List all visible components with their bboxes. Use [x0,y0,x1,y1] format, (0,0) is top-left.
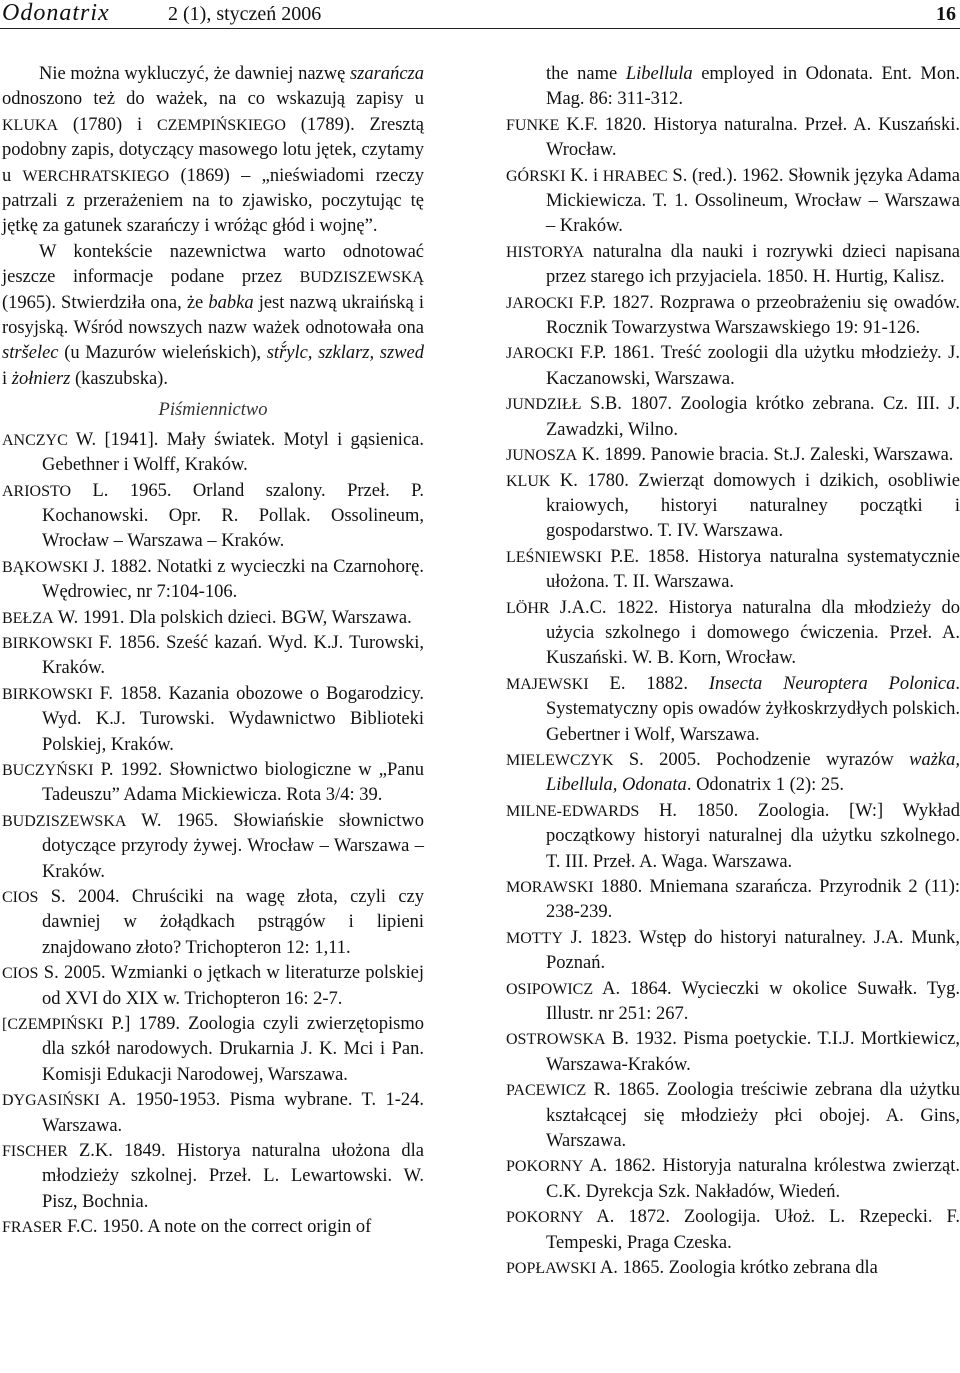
author-name: BĄKOWSKI [2,558,89,576]
reference-entry [506,748,960,799]
reference-text: L. 1965. Orland szalony. Przeł. P. Kochanowski. Opr. R. Pollak. Ossolineum, Wrocław – Warszawa – Kraków. [42,480,424,552]
reference-list-left [2,428,424,1241]
italic-term: babka [208,292,254,313]
reference-entry [506,1078,960,1154]
author-name: POKORNY [506,1209,584,1227]
author-name: ANCZYC [2,431,68,449]
author-name: [CZEMPIŃSKI [2,1016,104,1034]
author-name: JAROCKI [506,294,574,312]
reference-text: F.P. 1861. Treść zoologii dla użytku młodzieży. J. Kaczanowski, Warszawa. [546,343,960,389]
reference-text: A. 1950-1953. Pisma wybrane. T. 1-24. Warszawa. [42,1090,424,1136]
author-name: HRABEC [602,167,668,185]
reference-entry [506,545,960,596]
author-name: OSIPOWICZ [506,980,594,998]
reference-text: E. 1882. [588,673,709,694]
reference-text: F.C. 1950. A note on the correct origin of [62,1217,372,1238]
text-run: employed in Odonata. Ent. Mon. Mag. 86: 311-312. [546,64,960,110]
reference-entry [506,875,960,926]
reference-entry [2,428,424,479]
reference-text: A. 1862. Historyja naturalna królestwa zwierząt. C.K. Dyrekcja Szk. Nakładów, Wiedeń. [546,1156,960,1202]
author-name: BUDZISZEWSKA [2,812,127,830]
author-name: MIELEWCZYK [506,751,614,769]
reference-entry [506,926,960,977]
reference-list-right [506,113,960,1282]
text-run: Nie można wykluczyć, że dawniej nazwę [39,64,350,84]
text-run: W kontekście nazewnictwa warto odnotować jeszcze informacje podane przez [2,241,424,288]
reference-entry [506,291,960,342]
page-number: 16 [936,3,956,25]
reference-entry [506,469,960,545]
text-run: jest nazwą ukraińską i rosyjską. Wśród nowszych nazw ważek odnotowała ona [2,292,424,339]
reference-entry [2,1012,424,1088]
italic-term: stř́ylc, szklarz, szwed [266,343,424,364]
author-name: FUNKE [506,116,560,134]
author-name: WERCHRATSKIEGO [22,167,170,185]
reference-text: S. 2005. Pochodzenie wyrazów [613,749,910,770]
reference-text: K. 1780. Zwierząt domowych i dzikich, osobliwie kraiowych, historyi naturalney początki i gospodarstwo. T. IV. Warszawa. [546,470,960,542]
author-name: CZEMPIŃSKIEGO [157,116,286,134]
reference-text: . Odonatrix 1 (2): 25. [686,775,845,796]
reference-text: A. 1865. Zoologia krótko zebrana dla [596,1258,878,1279]
reference-entry [506,392,960,443]
text-run: (u Mazurów wieleńskich), [58,343,267,364]
reference-entry [2,631,424,682]
reference-text: F.P. 1827. Rozprawa o przeobrażeniu się owadów. Rocznik Towarzystwa Warszawskiego 19: 91-126. [546,292,960,339]
section-title: Piśmiennictwo [158,400,268,421]
reference-entry [506,672,960,748]
reference-text: 1880. Mniemana szarańcza. Przyrodnik 2 (11): 238-239. [546,877,960,923]
reference-entry [506,1205,960,1256]
italic-title: Insecta Neuroptera Polonica [708,673,956,694]
reference-continuation [546,62,960,113]
italic-title: ważka, Libellula, Odonata [546,749,960,796]
reference-entry [2,1215,424,1240]
author-name: JUNOSZA [506,447,578,465]
reference-entry [2,555,424,606]
author-name: BIRKOWSKI [2,685,93,703]
reference-entry [2,961,424,1012]
reference-entry [2,1139,424,1215]
reference-entry [506,1027,960,1078]
page-header [0,0,960,29]
author-name: PACEWICZ [506,1082,587,1100]
left-column [2,62,424,1241]
text-run: i [2,368,12,389]
reference-entry [2,479,424,555]
author-name: MILNE-EDWARDS [506,802,640,820]
author-name: DYGASIŃSKI [2,1092,100,1110]
text-run: (1780) i [58,114,158,135]
reference-entry [506,1154,960,1205]
reference-entry [2,809,424,885]
author-name: BUDZISZEWSKĄ [299,269,424,287]
right-column [506,62,960,1282]
reference-entry [506,240,960,291]
text-run: (1965). Stwierdziła ona, że [2,292,209,313]
reference-entry [506,341,960,392]
reference-text: P. 1992. Słownictwo biologiczne w „Panu Tadeuszu” Adama Mickiewicza. Rota 3/4: 39. [42,759,424,806]
italic-term: szarańcza [349,64,424,84]
author-name: CIOS [2,889,39,906]
reference-entry [506,1256,960,1281]
reference-entry [506,799,960,875]
reference-entry [2,1088,424,1139]
author-name: GÓRSKI [506,167,566,185]
text-run: (kaszubska). [70,368,168,389]
author-name: POKORNY [506,1158,584,1176]
reference-text: F. 1856. Sześć kazań. Wyd. K.J. Turowski, Kraków. [42,632,424,679]
reference-entry [506,596,960,672]
reference-text: A. 1872. Zoologija. Ułoż. L. Rzepecki. F. Tempeski, Praga Czeska. [546,1207,960,1253]
reference-text: K.F. 1820. Historya naturalna. Przeł. A. Kuszański. Wrocław. [546,114,960,161]
author-name: ARIOSTO [2,482,72,500]
reference-text: K. i [565,165,603,186]
author-name: JAROCKI [506,345,574,363]
author-name: OSTROWSKA [506,1031,606,1049]
reference-text: W. 1965. Słowiańskie słownictwo dotyczące przyrody żywej. Wrocław – Warszawa – Kraków. [42,810,424,882]
author-name: FISCHER [2,1143,68,1161]
reference-text: J.A.C. 1822. Historya naturalna dla młodzieży do użycia szkolnego i domowego ćwiczenia. Przeł. A. Kuszański. W. B. Korn, Wrocław. [546,597,960,669]
reference-text: P.] 1789. Zoologia czyli zwierzętopismo dla szkół narodowych. Drukarnia J. K. Mci i Pan. Komisji Edukacji Narodowej, Warszawa. [42,1014,424,1085]
author-name: HISTORYA [506,243,584,261]
author-name: BIRKOWSKI [2,634,93,652]
author-name: LEŚNIEWSKI [506,548,602,566]
issue-info: 2 (1), styczeń 2006 [168,3,322,25]
italic-term: stršelec [2,343,59,364]
reference-text: J. 1882. Notatki z wycieczki na Czarnohorę. Wędrowiec, nr 7:104-106. [42,556,424,603]
reference-text: P.E. 1858. Historya naturalna systematycznie ułożona. T. II. Warszawa. [546,546,960,593]
reference-entry [506,443,960,468]
reference-entry [2,758,424,809]
italic-term: Libellula [625,64,693,84]
reference-text: S. (red.). 1962. Słownik języka Adama Mickiewicza. T. 1. Ossolineum, Wrocław – Warszawa – Kraków. [546,165,960,237]
text-run: (1789). Zresztą podobny zapis, dotyczący masowego lotu jętek, czytamy u [2,114,424,186]
reference-text: W. [1941]. Mały światek. Motyl i gąsienica. Gebethner i Wolff, Kraków. [42,429,424,476]
reference-text: H. 1850. Zoologia. [W:] Wykład początkowy historyi naturalnej dla użytku szkolnego. T. III. Przeł. A. Waga. Warszawa. [546,800,960,872]
reference-entry [2,606,424,631]
author-name: MORAWSKI [506,879,594,896]
author-name: BUCZYŃSKI [2,761,94,779]
author-name: KLUKA [2,116,58,134]
author-name: MAJEWSKI [506,675,589,693]
paragraph-2 [2,240,424,392]
reference-text: A. 1864. Wycieczki w okolice Suwałk. Tyg. Illustr. nr 251: 267. [546,978,960,1025]
reference-entry [506,977,960,1028]
author-name: JUNDZIŁŁ [506,396,582,414]
author-name: MOTTY [506,929,563,947]
reference-text: R. 1865. Zoologia treściwie zebrana dla użytku kształcącej się młodzieży płci obojej. A. Gins, Warszawa. [546,1080,960,1152]
author-name: BEŁZA [2,609,54,627]
text-run: odnoszono też do ważek, na co wskazują zapisy u [2,89,424,110]
reference-entry [2,885,424,961]
italic-term: żołnierz [11,368,71,389]
reference-entry [506,164,960,240]
reference-text: S.B. 1807. Zoologia krótko zebrana. Cz. III. J. Zawadzki, Wilno. [546,394,960,440]
reference-text: naturalna dla nauki i rozrywki dzieci napisana przez starego ich przyjaciela. 1850. H. Hurtig, Kalisz. [546,241,960,288]
reference-entry [2,682,424,758]
reference-text: K. 1899. Panowie bracia. St.J. Zaleski, Warszawa. [577,445,954,466]
author-name: CIOS [2,965,39,983]
reference-text: Z.K. 1849. Historya naturalna ułożona dla młodzieży szkolnej. Przeł. L. Lewartowski. W. Pisz, Bochnia. [42,1141,424,1212]
author-name: POPŁAWSKI [506,1260,597,1278]
reference-text: J. 1823. Wstęp do historyi naturalney. J.A. Munk, Poznań. [546,927,960,974]
author-name: KLUK [506,472,551,490]
text-run: the name [546,64,626,84]
reference-text: S. 2004. Chruściki na wagę złota, czyli czy dawniej w żołądkach pstrągów i lipieni znajdowano złoto? Trichopteron 12: 1,11. [38,887,424,958]
reference-text: W. 1991. Dla polskich dzieci. BGW, Warszawa. [53,607,412,628]
text-run: (1869) – „nieświadomi rzeczy patrzali z przerażeniem na to zjawisko, poczytując tę jętkę za gatunek szarańczy i wróżąc głód i wojnę”. [2,165,424,237]
reference-text: B. 1932. Pisma poetyckie. T.I.J. Mortkiewicz, Warszawa-Kraków. [546,1029,960,1075]
reference-entry [506,113,960,164]
author-name: LÖHR [506,599,550,617]
author-name: FRASER [2,1219,63,1237]
journal-title: Odonatrix [2,0,110,26]
reference-text: . Systematyczny opis owadów żyłkoskrzydłych polskich. Gebertner i Wolf, Warszawa. [546,673,960,745]
paragraph-1 [2,62,424,240]
reference-text: S. 2005. Wzmianki o jętkach w literaturze polskiej od XVI do XIX w. Trichopteron 16: 2-7. [38,963,424,1009]
reference-text: F. 1858. Kazania obozowe o Bogarodzicy. Wyd. K.J. Turowski. Wydawnictwo Biblioteki Polskiej, Kraków. [42,683,424,755]
